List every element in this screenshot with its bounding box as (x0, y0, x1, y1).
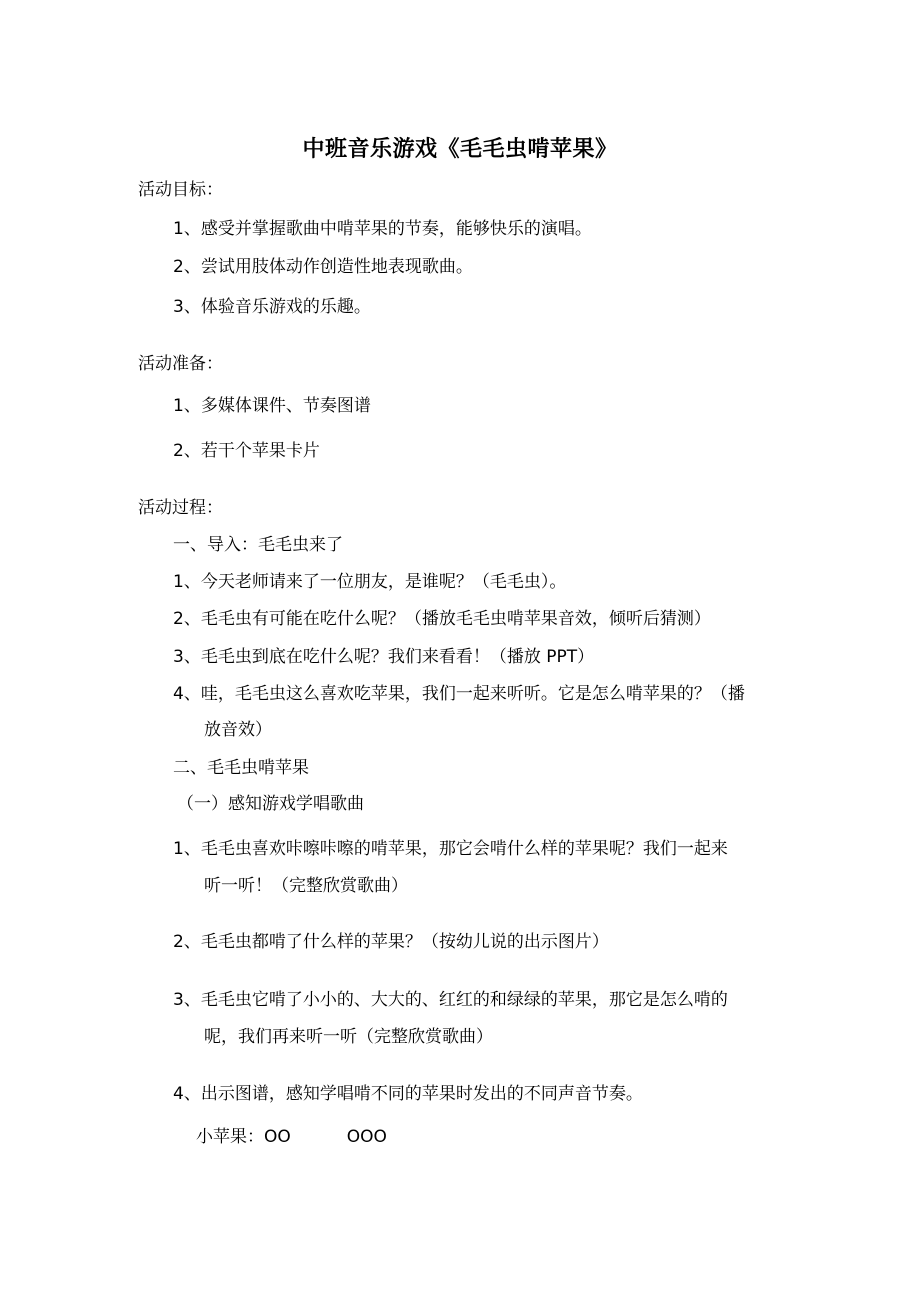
goals-heading: 活动目标： (138, 180, 223, 200)
rhythm-beat: OO (264, 1127, 291, 1147)
goal-item: 1、感受并掌握歌曲中啃苹果的节奏，能够快乐的演唱。 (173, 219, 592, 239)
preparation-item: 1、多媒体课件、节奏图谱 (173, 396, 371, 416)
rhythm-label: 小苹果： (196, 1127, 264, 1147)
preparation-heading: 活动准备： (138, 354, 223, 374)
process-item: 4、哇，毛毛虫这么喜欢吃苹果，我们一起来听听。它是怎么啃苹果的？（播 (173, 684, 745, 704)
part2-heading: 二、毛毛虫啃苹果 (173, 758, 309, 778)
process-item: 2、毛毛虫都啃了什么样的苹果？（按幼儿说的出示图片） (173, 932, 609, 952)
process-item: 4、出示图谱，感知学唱啃不同的苹果时发出的不同声音节奏。 (173, 1084, 643, 1104)
rhythm-beat: OOO (346, 1127, 387, 1147)
goal-item: 2、尝试用肢体动作创造性地表现歌曲。 (173, 257, 473, 277)
process-item: 3、毛毛虫它啃了小小的、大大的、红红的和绿绿的苹果，那它是怎么啃的 (173, 990, 728, 1010)
process-item-continuation: 放音效） (204, 720, 272, 740)
part1-heading: 一、导入：毛毛虫来了 (173, 535, 343, 555)
goal-item: 3、体验音乐游戏的乐趣。 (173, 297, 371, 317)
process-item-continuation: 听一听！（完整欣赏歌曲） (204, 876, 408, 896)
process-heading: 活动过程： (138, 498, 223, 518)
part2-sub-heading: （一）感知游戏学唱歌曲 (177, 794, 364, 814)
process-item: 1、毛毛虫喜欢咔嚓咔嚓的啃苹果，那它会啃什么样的苹果呢？我们一起来 (173, 839, 728, 859)
process-item: 3、毛毛虫到底在吃什么呢？我们来看看！（播放 PPT） (173, 647, 595, 667)
process-item: 2、毛毛虫有可能在吃什么呢？（播放毛毛虫啃苹果音效，倾听后猜测） (173, 609, 711, 629)
process-item: 1、今天老师请来了一位朋友，是谁呢？（毛毛虫）。 (173, 572, 567, 592)
process-item-continuation: 呢，我们再来听一听（完整欣赏歌曲） (204, 1027, 493, 1047)
rhythm-line (196, 1125, 387, 1149)
document-title: 中班音乐游戏《毛毛虫啃苹果》 (302, 137, 618, 162)
preparation-item: 2、若干个苹果卡片 (173, 441, 320, 461)
